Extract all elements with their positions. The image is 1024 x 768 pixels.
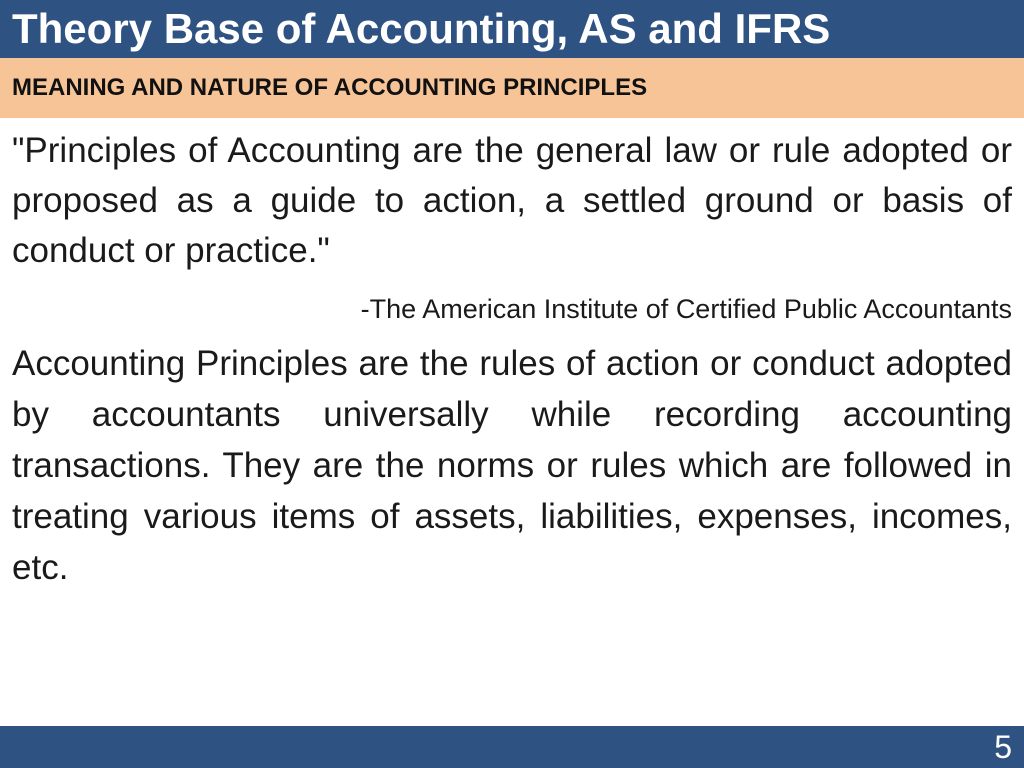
footer-bar: [0, 726, 1024, 768]
definition-text: Accounting Principles are the rules of action or conduct adopted by accountants universally while recording accounting transactions. They are the norms or rules which are followed in treating various items of assets, liabilities, expenses, incomes, etc.: [12, 344, 1012, 587]
page-number: 5: [994, 729, 1012, 765]
slide-content: [12, 126, 1012, 593]
slide-subtitle: MEANING AND NATURE OF ACCOUNTING PRINCIPLES: [12, 74, 648, 101]
slide-title: Theory Base of Accounting, AS and IFRS: [12, 5, 831, 52]
quote-attribution: -The American Institute of Certified Public Accountants: [360, 294, 1012, 324]
quote-text: "Principles of Accounting are the general law or rule adopted or proposed as a guide to action, a settled ground or basis of conduct or practice.": [12, 131, 1012, 270]
subtitle-bar: [0, 58, 1024, 118]
title-bar: [0, 0, 1024, 58]
